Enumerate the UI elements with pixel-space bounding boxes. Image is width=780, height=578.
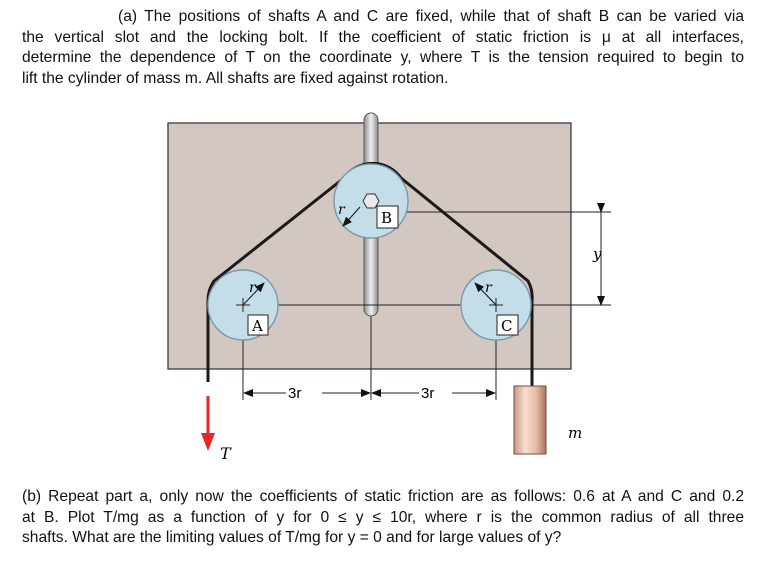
part-a-line-2: the vertical slot and the locking bolt. If the coefficient of static friction is μ at all interfaces, (22, 28, 744, 46)
part-a-line-4: lift the cylinder of mass m. All shafts are fixed against rotation. (22, 69, 449, 87)
tension-label: T (220, 444, 231, 463)
part-a-line-3: determine the dependence of T on the coordinate y, where T is the tension required to begin to (22, 49, 744, 66)
shaft-c-radius-label: r (485, 280, 492, 296)
tension-arrow-head (201, 433, 215, 451)
shaft-a-label: A (252, 317, 263, 335)
shaft-c-label: C (501, 317, 513, 335)
shaft-b-label: B (381, 209, 393, 227)
mass-cylinder (514, 386, 546, 454)
dim-3r-left-label: 3r (288, 385, 302, 402)
part-b-line-1: (b) Repeat part a, only now the coefficients of static friction are as follows: 0.6 at A and C and 0.2 (22, 488, 744, 505)
part-b-line-2: at B. Plot T/mg as a function of y for 0 ≤ y ≤ 10r, where r is the common radius of all three (22, 508, 744, 526)
dim-3r-right-label: 3r (421, 385, 435, 402)
mass-label: m (568, 424, 583, 442)
y-label: y (593, 245, 602, 263)
part-b-line-3: shafts. What are the limiting values of T/mg for y = 0 and for large values of y? (22, 529, 562, 546)
shaft-b-radius-label: r (338, 202, 345, 218)
shaft-a-radius-label: r (249, 280, 256, 296)
part-a-line-1: (a) The positions of shafts A and C are fixed, while that of shaft B can be varied via (118, 8, 744, 25)
problem-part-b (22, 487, 744, 549)
